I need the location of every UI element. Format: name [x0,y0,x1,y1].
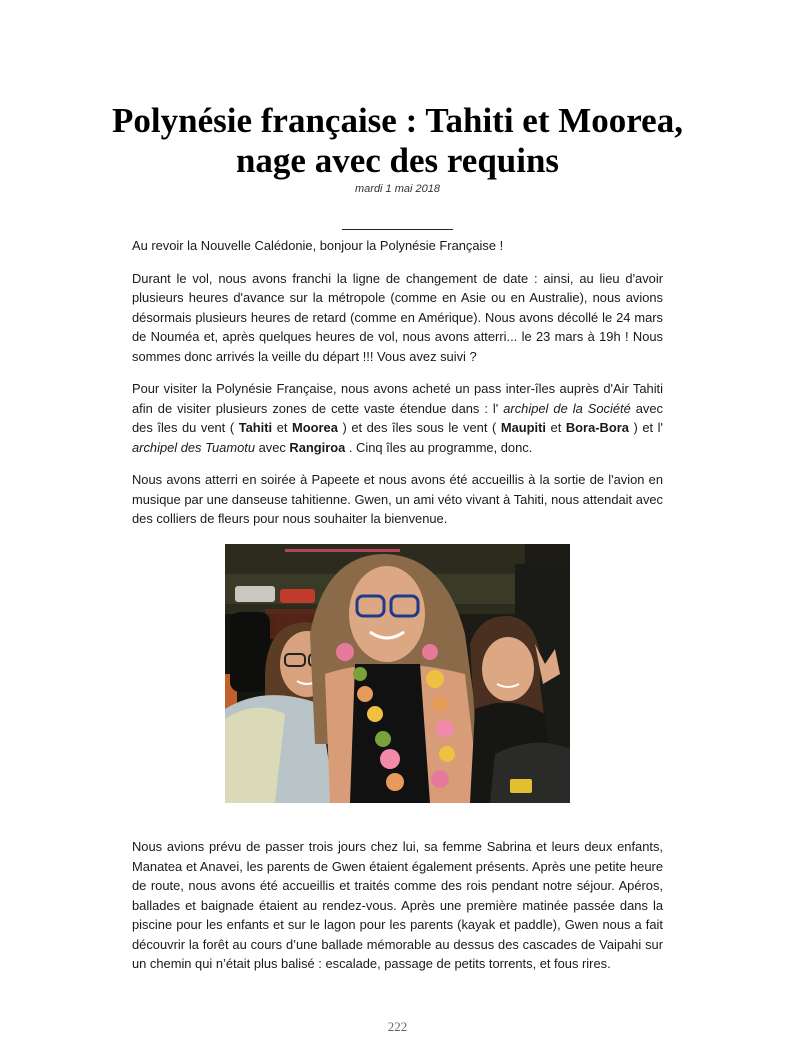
text-segment: et [272,420,293,435]
text-segment: avec des îles du vent ( [132,400,663,435]
text-segment: avec [255,439,290,455]
paragraph-pass [132,379,663,457]
title-separator [342,229,453,230]
text-segment: Pour visiter la Polynésie Française, nous avons acheté un pass inter-îles auprès d'Air Tahiti afin de visiter plusieurs zones de cette vaste étendue dans : l' [132,381,663,416]
paragraph-intro: Au revoir la Nouvelle Calédonie, bonjour la Polynésie Française ! [132,238,504,253]
island-maupiti: Maupiti [500,420,546,435]
photo-family-leis [225,544,570,803]
island-rangiroa: Rangiroa [289,439,346,455]
page-title: Polynésie française : Tahiti et Moorea, nage avec des requins [112,101,683,180]
text-segment: . Cinq îles au programme, donc. [345,439,533,455]
paragraph-flight: Durant le vol, nous avons franchi la ligne de changement de date : ainsi, au lieu d'avoir plusieurs heures d'avance sur la métropole (comme en Asie ou en Australie), nous avions désormais plusieurs heures de retard (comme en Amérique). Nous avons décollé le 24 mars de Nouméa et, après quelques heures de vol, nous avons atterri... le 23 mars à 19h ! Nous sommes donc arrivés la veille du départ !!! Vous avez suivi ? [132,270,663,364]
article-body [132,236,663,542]
island-moorea: Moorea [292,420,338,435]
archipel-societe: archipel de la Société [503,400,631,416]
paragraph-arrival: Nous avons atterri en soirée à Papeete et nous avons été accueillis à la sortie de l'avion en musique par une danseuse tahitienne. Gwen, un ami véto vivant à Tahiti, nous attendait avec des colliers de fleurs pour nous souhaiter la bienvenue. [132,472,663,526]
island-bora-bora: Bora-Bora [565,420,629,435]
text-segment: ) et des îles sous le vent ( [337,420,501,435]
post-date: mardi 1 mai 2018 [355,183,440,195]
island-tahiti: Tahiti [238,420,273,435]
archipel-tuamotu: archipel des Tuamotu [132,439,256,455]
text-segment: ) et l' [628,420,663,435]
text-segment: et [545,420,566,435]
article-body-continued [132,837,663,974]
page-number: 222 [387,1019,408,1034]
paragraph-stay: Nous avions prévu de passer trois jours chez lui, sa femme Sabrina et leurs deux enfants, Manatea et Anavei, les parents de Gwen étaient également présents. Après une petite heure de route, nous avons été accueillis et traités comme des rois pendant notre séjour. Apéros, ballades et baignade étaient au rendez-vous. Après une première matinée passée dans la piscine pour les enfants et sur le lagon pour les parents (kayak et paddle), Gwen nous a fait découvrir la forêt au cours d’une ballade mémorable au dessus des cascades de Vaipahi sur un chemin qui n’était plus balisé : escalade, passage de petits torrents, et fous rires. [132,839,663,971]
